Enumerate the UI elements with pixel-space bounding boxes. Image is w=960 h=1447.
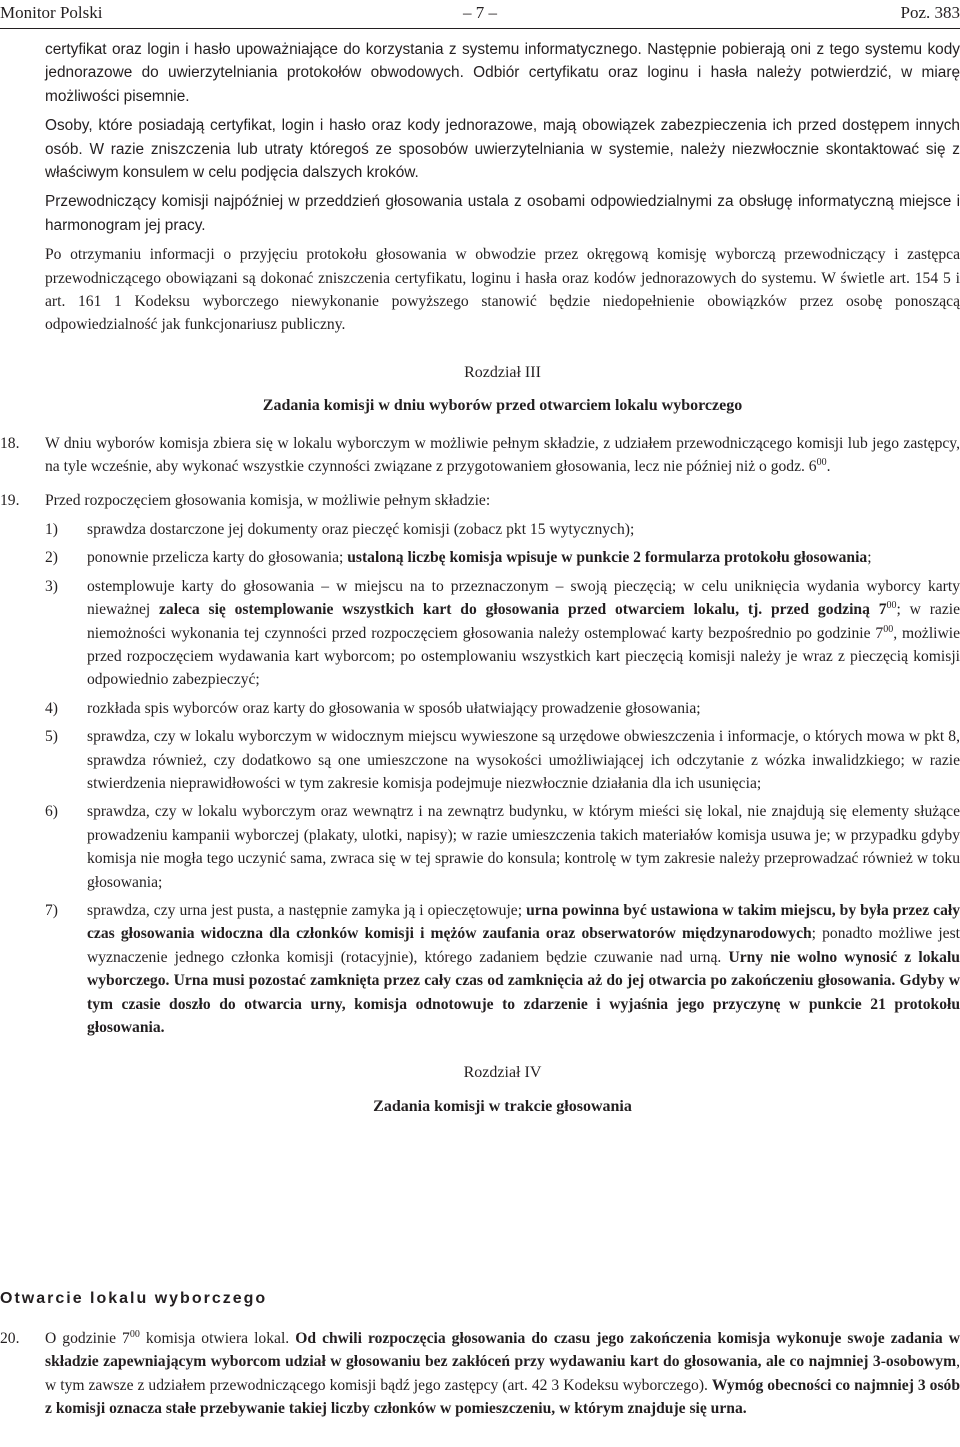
paragraph-19: 19. Przed rozpoczęciem głosowania komisja, w możliwie pełnym składzie:: [45, 489, 960, 512]
paragraph-number: 20.: [0, 1330, 20, 1347]
paragraph-18: 18. W dniu wyborów komisja zbiera się w lokalu wyborczym w możliwie pełnym składzie, z udziałem przewodniczącego komisji lub jego zastępcy, na tyle wcześnie, aby wykonać wszystkie czynności związane z przygotowaniem głosowania, lecz nie później niż o godz. $6^{00}$.: [45, 432, 960, 479]
paragraph-number: 19.: [0, 491, 20, 509]
intro-paragraph: Osoby, które posiadają certyfikat, login i hasło oraz kody jednorazowe, mają obowiązek zabezpieczenia ich przed dostępem innych osób. W razie zniszczenia lub utraty któregoś ze sposobów uwierzytelniania w systemie, należy niezwłocznie skontaktować się z właściwym konsulem w celu podjęcia dalszych kroków.: [45, 117, 960, 182]
task-list: [45, 518, 960, 1040]
list-item: 4) rozkłada spis wyborców oraz karty do głosowania w sposób ułatwiający prowadzenie głosowania;: [45, 699, 701, 717]
page-number: – 7 –: [463, 3, 497, 22]
position-number: Poz. 383: [900, 3, 960, 22]
list-item: 6) sprawdza, czy w lokalu wyborczym oraz wewnątrz i na zewnątrz budynku, w którym mieści się lokal, nie znajdują się elementy służące prowadzeniu kampanii wyborczej (plakaty, ulotki, napisy); w razie umieszczenia takich materiałów komisja usuwa je; w przypadku gdyby komisja nie mogła tego uczynić sama, zwraca się w tej sprawie do konsula; kontrolę w tym zakresie należy przeprowadzać również w toku głosowania;: [45, 803, 960, 891]
subsection-heading: Otwarcie lokalu wyborczego: [0, 1290, 268, 1307]
intro-paragraph: Przewodniczący komisji najpóźniej w przeddzień głosowania ustala z osobami odpowiedzialnymi za obsługę informatyczną miejsce i harmonogram jej pracy.: [45, 193, 960, 234]
chapter-title: Zadania komisji w dniu wyborów przed otwarciem lokalu wyborczego: [262, 397, 743, 415]
chapter-title: Zadania komisji w trakcie głosowania: [373, 1097, 632, 1115]
intro-paragraph: certyfikat oraz login i hasło upoważniające do korzystania z systemu informatycznego. Następnie pobierają oni z tego systemu kody jednorazowe do uwierzytelniania protokołów obwodowych. Odbiór certyfikatu oraz loginu i hasła należy potwierdzić, w miarę możliwości pisemnie.: [45, 41, 960, 105]
page-content: [0, 38, 960, 1118]
page-header: [0, 0, 960, 29]
paragraph-20: 20. O godzinie $7^{00}$ komisja otwiera lokal. Od chwili rozpoczęcia głosowania do czasu jego zakończenia komisja wykonuje swoje zadania w składzie zapewniającym wyborcom udział w głosowaniu bez zakłóceń przy wydawaniu kart do głosowania, ale co najmniej 3-osobowym, w tym zawsze z udziałem przewodniczącego komisji bądź jego zastępcy (art. 42 3 Kodeksu wyborczego). Wymóg obecności co najmniej 3 osób z komisji oznacza stałe przebywanie takiej liczby członków w pomieszczeniu, w którym znajduje się urna.: [0, 1328, 960, 1418]
journal-title: Monitor Polski: [0, 3, 103, 22]
list-item: 5) sprawdza, czy w lokalu wyborczym w widocznym miejscu wywieszone są urzędowe obwieszczenia i informacje, o których mowa w pkt 8, sprawdza również, czy dodatkowo są one umieszczone na wysokości umożliwiającej ich odczytanie z wózka inwalidzkiego; w razie stwierdzenia nieprawidłowości w tym zakresie komisja podejmuje niezwłocznie działania dla ich usunięcia;: [45, 728, 960, 792]
paragraph-20-block: [0, 1327, 960, 1427]
paragraph-number: 18.: [0, 434, 20, 452]
list-item: 2) ponownie przelicza karty do głosowania; ustaloną liczbę komisja wpisuje w punkcie 2 formularza protokołu głosowania;: [45, 549, 872, 567]
list-item: 1) sprawdza dostarczone jej dokumenty oraz pieczęć komisji (zobacz pkt 15 wytycznych);: [45, 520, 635, 538]
intro-paragraph: Po otrzymaniu informacji o przyjęciu protokołu głosowania w obwodzie przez okręgową komisję wyborczą przewodniczący i zastępca przewodniczącego obowiązani są dokonać zniszczenia certyfikatu, loginu i hasła oraz kodów jednorazowych do systemu. W świetle art. 154 5 i art. 161 1 Kodeksu wyborczego niewykonanie powyższego stanowić będzie niedopełnienie obowiązków przez osobę ponoszącą odpowiedzialność jak funkcjonariusz publiczny.: [45, 246, 960, 334]
chapter-label: Rozdział III: [464, 363, 541, 381]
list-item: 3) ostemplowuje karty do głosowania – w miejscu na to przeznaczonym – swoją pieczęcią; w celu uniknięcia wydania wyborcy karty nieważnej zaleca się ostemplowanie wszystkich kart do głosowania przed otwarciem lokalu, tj. przed godziną $7^{00}$; w razie niemożności wykonania tej czynności przed rozpoczęciem głosowania należy ostemplować karty bezpośrednio po godzinie $7^{00}$, możliwie przed rozpoczęciem wydawania kart wyborcom; po ostemplowaniu wszystkich kart pieczęcią komisji należy je wraz z pieczęcią komisji odpowiednio zabezpieczyć;: [45, 577, 960, 689]
chapter-label: Rozdział IV: [463, 1064, 542, 1082]
list-item: 7) sprawdza, czy urna jest pusta, a następnie zamyka ją i opieczętowuje; urna powinna być ustawiona w takim miejscu, by była przez cały czas głosowania widoczna dla członków komisji i mężów zaufania oraz obserwatorów międzynarodowych; ponadto możliwe jest wyznaczenie jednego członka komisji (rotacyjnie), którego zadaniem będzie czuwanie nad urną. Urny nie wolno wynosić z lokalu wyborczego. Urna musi pozostać zamknięta przez cały czas od zamknięcia aż do jej otwarcia po zakończeniu głosowania. Gdyby w tym czasie doszło do otwarcia urny, komisja odnotowuje to zdarzenie i wyjaśnia jego przyczynę w punkcie 21 protokołu głosowania.: [45, 902, 960, 1037]
